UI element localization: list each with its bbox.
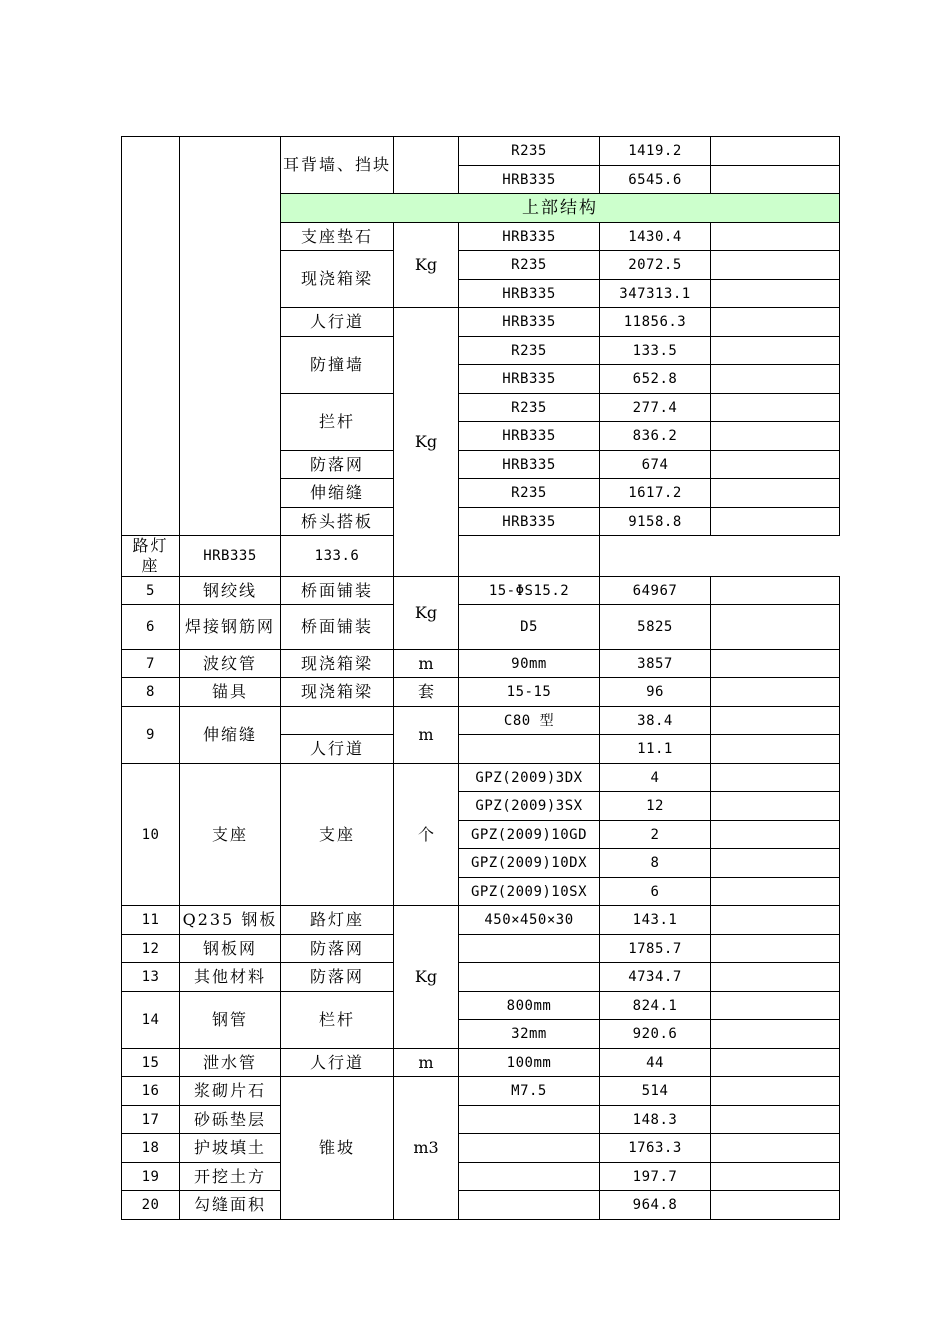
name-cell: 焊接钢筋网 bbox=[180, 605, 281, 650]
spec-cell: GPZ(2009)10DX bbox=[459, 849, 600, 878]
part-cell: 栏杆 bbox=[281, 992, 394, 1049]
part-cell: 防落网 bbox=[281, 963, 394, 992]
qty-cell: 652.8 bbox=[600, 365, 711, 394]
note-cell bbox=[711, 605, 840, 650]
no-cell: 20 bbox=[122, 1191, 180, 1220]
no-cell: 17 bbox=[122, 1106, 180, 1134]
spec-cell: 100mm bbox=[459, 1049, 600, 1077]
note-cell bbox=[711, 735, 840, 764]
spec-cell bbox=[459, 1163, 600, 1191]
spec-cell: 450×450×30 bbox=[459, 906, 600, 935]
spec-cell: HRB335 bbox=[459, 223, 600, 251]
spec-cell: R235 bbox=[459, 251, 600, 280]
section-heading-upper-structure: 上部结构 bbox=[281, 194, 840, 223]
qty-cell: 3857 bbox=[600, 650, 711, 678]
note-cell bbox=[711, 707, 840, 735]
table-row bbox=[122, 1163, 840, 1191]
table-row bbox=[122, 1049, 840, 1077]
table-row bbox=[122, 650, 840, 678]
name-cell: 钢绞线 bbox=[180, 577, 281, 605]
name-cell: Q235 钢板 bbox=[180, 906, 281, 935]
note-cell bbox=[711, 849, 840, 878]
no-cell: 11 bbox=[122, 906, 180, 935]
spec-cell: HRB335 bbox=[459, 508, 600, 536]
part-cell: 锥坡 bbox=[281, 1077, 394, 1220]
table-row bbox=[122, 1106, 840, 1134]
qty-cell: 514 bbox=[600, 1077, 711, 1106]
table-row bbox=[122, 1191, 840, 1220]
spec-cell: GPZ(2009)3SX bbox=[459, 792, 600, 821]
spec-cell: HRB335 bbox=[459, 308, 600, 337]
note-cell bbox=[711, 422, 840, 451]
note-cell bbox=[711, 678, 840, 707]
part-cell: 支座垫石 bbox=[281, 223, 394, 251]
qty-cell: 11.1 bbox=[600, 735, 711, 764]
name-cell: 其他材料 bbox=[180, 963, 281, 992]
no-cell: 12 bbox=[122, 935, 180, 963]
part-cell bbox=[281, 707, 394, 735]
part-cell: 人行道 bbox=[281, 1049, 394, 1077]
table-row bbox=[122, 935, 840, 963]
spec-cell: GPZ(2009)10GD bbox=[459, 821, 600, 849]
no-cell: 5 bbox=[122, 577, 180, 605]
table-row bbox=[122, 963, 840, 992]
unit-cell: m bbox=[394, 1049, 459, 1077]
part-cell: 现浇箱梁 bbox=[281, 251, 394, 308]
unit-cell: m3 bbox=[394, 1077, 459, 1220]
note-cell bbox=[711, 992, 840, 1020]
no-cell: 7 bbox=[122, 650, 180, 678]
spec-cell bbox=[459, 1106, 600, 1134]
note-cell bbox=[711, 1049, 840, 1077]
note-cell bbox=[711, 577, 840, 605]
spec-cell: C80 型 bbox=[459, 707, 600, 735]
note-cell bbox=[711, 394, 840, 422]
table-row bbox=[122, 1077, 840, 1106]
qty-cell: 9158.8 bbox=[600, 508, 711, 536]
note-cell bbox=[711, 365, 840, 394]
unit-cell: 套 bbox=[394, 678, 459, 707]
spec-cell: 32mm bbox=[459, 1020, 600, 1049]
qty-cell: 1785.7 bbox=[600, 935, 711, 963]
note-cell bbox=[711, 1077, 840, 1106]
note-cell bbox=[711, 1020, 840, 1049]
note-cell bbox=[711, 1134, 840, 1163]
part-cell: 桥头搭板 bbox=[281, 508, 394, 536]
table-row bbox=[122, 536, 840, 577]
part-cell: 路灯座 bbox=[122, 536, 180, 577]
no-cell: 10 bbox=[122, 764, 180, 906]
no-cell: 9 bbox=[122, 707, 180, 764]
part-cell: 防落网 bbox=[281, 451, 394, 479]
note-cell bbox=[711, 137, 840, 166]
spec-cell: 15-15 bbox=[459, 678, 600, 707]
part-cell: 路灯座 bbox=[281, 906, 394, 935]
part-cell: 现浇箱梁 bbox=[281, 678, 394, 707]
spec-cell: HRB335 bbox=[459, 166, 600, 194]
note-cell bbox=[459, 536, 600, 577]
part-cell: 桥面铺装 bbox=[281, 577, 394, 605]
qty-cell: 1419.2 bbox=[600, 137, 711, 166]
note-cell bbox=[711, 878, 840, 906]
note-cell bbox=[711, 251, 840, 280]
qty-cell: 1430.4 bbox=[600, 223, 711, 251]
name-cell: 波纹管 bbox=[180, 650, 281, 678]
note-cell bbox=[711, 166, 840, 194]
part-cell: 桥面铺装 bbox=[281, 605, 394, 650]
name-cell: 护坡填土 bbox=[180, 1134, 281, 1163]
qty-cell: 1617.2 bbox=[600, 479, 711, 508]
qty-cell: 38.4 bbox=[600, 707, 711, 735]
unit-cell: Kg bbox=[394, 577, 459, 650]
table-row bbox=[122, 577, 840, 605]
table-row bbox=[122, 137, 840, 166]
qty-cell: 6545.6 bbox=[600, 166, 711, 194]
part-cell: 耳背墙、挡块 bbox=[281, 137, 394, 194]
part-cell: 现浇箱梁 bbox=[281, 650, 394, 678]
part-cell: 人行道 bbox=[281, 308, 394, 337]
name-cell: 砂砾垫层 bbox=[180, 1106, 281, 1134]
qty-cell: 96 bbox=[600, 678, 711, 707]
table-row bbox=[122, 707, 840, 735]
unit-cell: Kg bbox=[394, 906, 459, 1049]
qty-cell: 4 bbox=[600, 764, 711, 792]
unit-cell: 个 bbox=[394, 764, 459, 906]
name-cell: 锚具 bbox=[180, 678, 281, 707]
qty-cell: 920.6 bbox=[600, 1020, 711, 1049]
note-cell bbox=[711, 223, 840, 251]
spec-cell bbox=[459, 935, 600, 963]
qty-cell: 8 bbox=[600, 849, 711, 878]
spec-cell: HRB335 bbox=[459, 451, 600, 479]
name-cell: 钢板网 bbox=[180, 935, 281, 963]
qty-cell: 148.3 bbox=[600, 1106, 711, 1134]
qty-cell: 836.2 bbox=[600, 422, 711, 451]
spec-cell: GPZ(2009)3DX bbox=[459, 764, 600, 792]
no-cell: 18 bbox=[122, 1134, 180, 1163]
note-cell bbox=[711, 650, 840, 678]
no-cell: 13 bbox=[122, 963, 180, 992]
spec-cell: 90mm bbox=[459, 650, 600, 678]
spec-cell: D5 bbox=[459, 605, 600, 650]
no-cell bbox=[122, 137, 180, 536]
no-cell: 16 bbox=[122, 1077, 180, 1106]
note-cell bbox=[711, 451, 840, 479]
note-cell bbox=[711, 935, 840, 963]
spec-cell: R235 bbox=[459, 337, 600, 365]
qty-cell: 6 bbox=[600, 878, 711, 906]
unit-cell bbox=[394, 137, 459, 194]
note-cell bbox=[711, 337, 840, 365]
unit-cell: m bbox=[394, 707, 459, 764]
name-cell: 泄水管 bbox=[180, 1049, 281, 1077]
spec-cell: R235 bbox=[459, 137, 600, 166]
note-cell bbox=[711, 963, 840, 992]
qty-cell: 4734.7 bbox=[600, 963, 711, 992]
spec-cell: M7.5 bbox=[459, 1077, 600, 1106]
qty-cell: 824.1 bbox=[600, 992, 711, 1020]
part-cell: 伸缩缝 bbox=[281, 479, 394, 508]
qty-cell: 197.7 bbox=[600, 1163, 711, 1191]
qty-cell: 133.6 bbox=[281, 536, 394, 577]
part-cell: 人行道 bbox=[281, 735, 394, 764]
spec-cell: R235 bbox=[459, 479, 600, 508]
qty-cell: 2 bbox=[600, 821, 711, 849]
note-cell bbox=[711, 792, 840, 821]
qty-cell: 12 bbox=[600, 792, 711, 821]
spec-cell: HRB335 bbox=[180, 536, 281, 577]
spec-cell bbox=[459, 735, 600, 764]
no-cell: 6 bbox=[122, 605, 180, 650]
spec-cell bbox=[459, 963, 600, 992]
note-cell bbox=[711, 1191, 840, 1220]
spec-cell: 15-ΦS15.2 bbox=[459, 577, 600, 605]
name-cell: 钢管 bbox=[180, 992, 281, 1049]
qty-cell: 5825 bbox=[600, 605, 711, 650]
spec-cell: R235 bbox=[459, 394, 600, 422]
spec-cell bbox=[459, 1134, 600, 1163]
qty-cell: 143.1 bbox=[600, 906, 711, 935]
materials-table bbox=[121, 136, 840, 1220]
spec-cell: GPZ(2009)10SX bbox=[459, 878, 600, 906]
unit-cell: Kg bbox=[394, 308, 459, 577]
spec-cell: HRB335 bbox=[459, 422, 600, 451]
qty-cell: 2072.5 bbox=[600, 251, 711, 280]
name-cell: 勾缝面积 bbox=[180, 1191, 281, 1220]
spec-cell: HRB335 bbox=[459, 365, 600, 394]
table-row bbox=[122, 906, 840, 935]
no-cell: 8 bbox=[122, 678, 180, 707]
name-cell: 浆砌片石 bbox=[180, 1077, 281, 1106]
part-cell: 拦杆 bbox=[281, 394, 394, 451]
table-row bbox=[122, 678, 840, 707]
table-row bbox=[122, 605, 840, 650]
part-cell: 防撞墙 bbox=[281, 337, 394, 394]
spec-cell: HRB335 bbox=[459, 280, 600, 308]
name-cell bbox=[180, 137, 281, 536]
note-cell bbox=[711, 308, 840, 337]
unit-cell: m bbox=[394, 650, 459, 678]
table-row bbox=[122, 1134, 840, 1163]
table-row bbox=[122, 764, 840, 792]
note-cell bbox=[711, 906, 840, 935]
note-cell bbox=[711, 1163, 840, 1191]
name-cell: 开挖土方 bbox=[180, 1163, 281, 1191]
spec-cell: 800mm bbox=[459, 992, 600, 1020]
qty-cell: 347313.1 bbox=[600, 280, 711, 308]
qty-cell: 133.5 bbox=[600, 337, 711, 365]
no-cell: 14 bbox=[122, 992, 180, 1049]
note-cell bbox=[711, 479, 840, 508]
part-cell: 防落网 bbox=[281, 935, 394, 963]
note-cell bbox=[711, 280, 840, 308]
no-cell: 19 bbox=[122, 1163, 180, 1191]
unit-cell: Kg bbox=[394, 223, 459, 308]
spec-cell bbox=[459, 1191, 600, 1220]
qty-cell: 964.8 bbox=[600, 1191, 711, 1220]
qty-cell: 674 bbox=[600, 451, 711, 479]
note-cell bbox=[711, 764, 840, 792]
note-cell bbox=[711, 821, 840, 849]
part-cell: 支座 bbox=[281, 764, 394, 906]
no-cell: 15 bbox=[122, 1049, 180, 1077]
note-cell bbox=[711, 1106, 840, 1134]
qty-cell: 11856.3 bbox=[600, 308, 711, 337]
qty-cell: 44 bbox=[600, 1049, 711, 1077]
name-cell: 伸缩缝 bbox=[180, 707, 281, 764]
qty-cell: 277.4 bbox=[600, 394, 711, 422]
qty-cell: 1763.3 bbox=[600, 1134, 711, 1163]
qty-cell: 64967 bbox=[600, 577, 711, 605]
name-cell: 支座 bbox=[180, 764, 281, 906]
table-row bbox=[122, 992, 840, 1020]
note-cell bbox=[711, 508, 840, 536]
